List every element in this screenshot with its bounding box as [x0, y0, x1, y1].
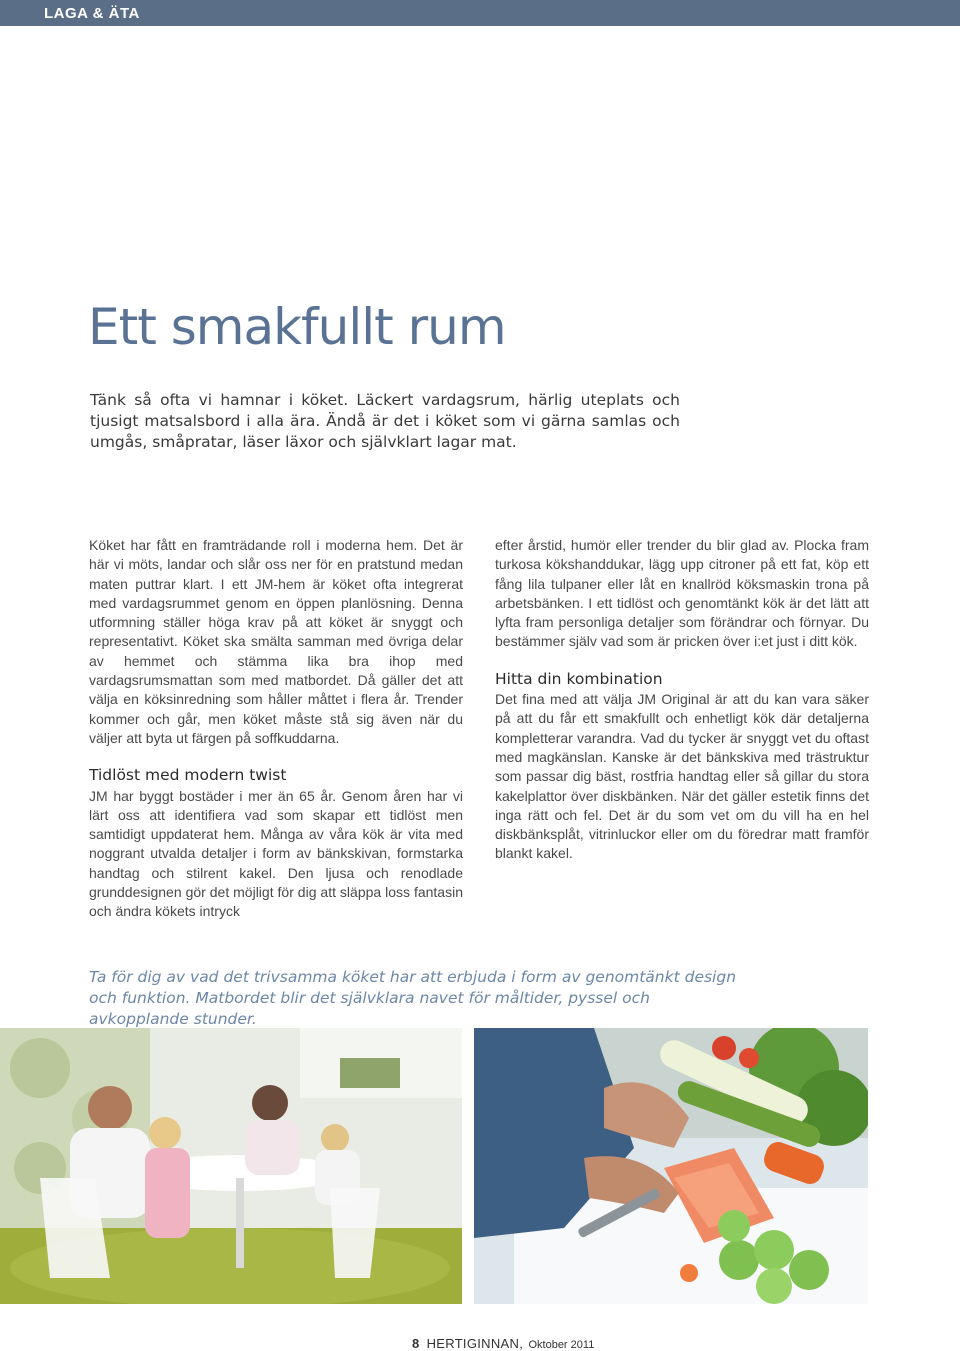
issue-date: Oktober 2011 [528, 1339, 595, 1351]
right-column [495, 536, 869, 864]
subheading-kombination: Hitta din kombination [495, 669, 663, 688]
section-label: LAGA & ÄTA [44, 5, 140, 22]
magazine-name: HERTIGINNAN, [426, 1336, 524, 1351]
article-title: Ett smakfullt rum [88, 298, 506, 356]
subheading-tidlost: Tidlöst med modern twist [89, 766, 287, 785]
right-paragraph-2: Det fina med att välja JM Original är att du kan vara säker på att du får ett smakfullt och enhetligt kök där detaljerna kompletterar varandra. Vad du tycker är snyggt vet du oftast med magkänslan. Kanske är det bänkskiva med trästruktur som passar dig bäst, rostfria handtag eller så gillar du stora kakelplattor över diskbänken. När det gäller estetik finns det inga rätt och fel. Det är du som vet om du vill ha en hel diskbänksplåt, vitrinluckor eller om du föredrar matt framför blankt kakel. [495, 691, 869, 862]
right-paragraph-1: efter årstid, humör eller trender du blir glad av. Plocka fram turkosa kökshanddukar, lägg upp citroner på ett fat, köp ett fång lila tulpaner eller låt en knallröd köksmaskin trona på arbetsbänken. I ett tidlöst och genomtänkt kök är det lätt att lyfta fram personliga detaljer som förändrar och förnyar. Du bestämmer själv vad som är pricken över i:et just i ditt kök. [495, 537, 869, 650]
left-paragraph-1: Köket har fått en framträdande roll i moderna hem. Det är här vi möts, landar och slår oss ner för en pratstund medan maten puttrar klart. I ett JM-hem är köket ofta integrerat med vardagsrummet genom en öppen planlösning. Denna utformning ställer höga krav på att köket är snyggt och representativt. Köket ska smälta samman med övriga delar av hemmet och stämma lika bra ihop med vardagsrumsmattan som med matbordet. Då gäller det att välja en köksinredning som håller måttet i flera år. Trender kommer och går, men köket måste stå sig även när du väljer att byta ut färgen på soffkuddarna. [89, 537, 463, 746]
vegetable-cutting-photo [474, 1028, 868, 1304]
article-ingress: Tänk så ofta vi hamnar i köket. Läckert vardagsrum, härlig uteplats och tjusigt matsalsbord i alla ära. Ändå är det i köket som vi gärna samlas och umgås, småpratar, läser läxor och självklart lagar mat. [90, 391, 680, 451]
left-column [89, 536, 463, 922]
page-footer [412, 1336, 594, 1351]
left-paragraph-2: JM har byggt bostäder i mer än 65 år. Genom åren har vi lärt oss att identifiera vad som skapar ett tidlöst men samtidigt uppdaterat hem. Många av våra kök är vita med noggrant utvalda detaljer i form av bänkskivan, formstarka handtag och stilrent kakel. Den ljusa och renodlade grunddesignen gör det möjligt för dig att släppa loss fantasin och ändra kökets intryck [89, 787, 463, 920]
family-dining-photo [0, 1028, 462, 1304]
page-number: 8 [412, 1336, 420, 1351]
section-header-bar [0, 0, 960, 26]
photo-caption: Ta för dig av vad det trivsamma köket har att erbjuda i form av genomtänkt design och funktion. Matbordet blir det självklara navet för måltider, pyssel och avkopplande stunder. [89, 968, 737, 1028]
